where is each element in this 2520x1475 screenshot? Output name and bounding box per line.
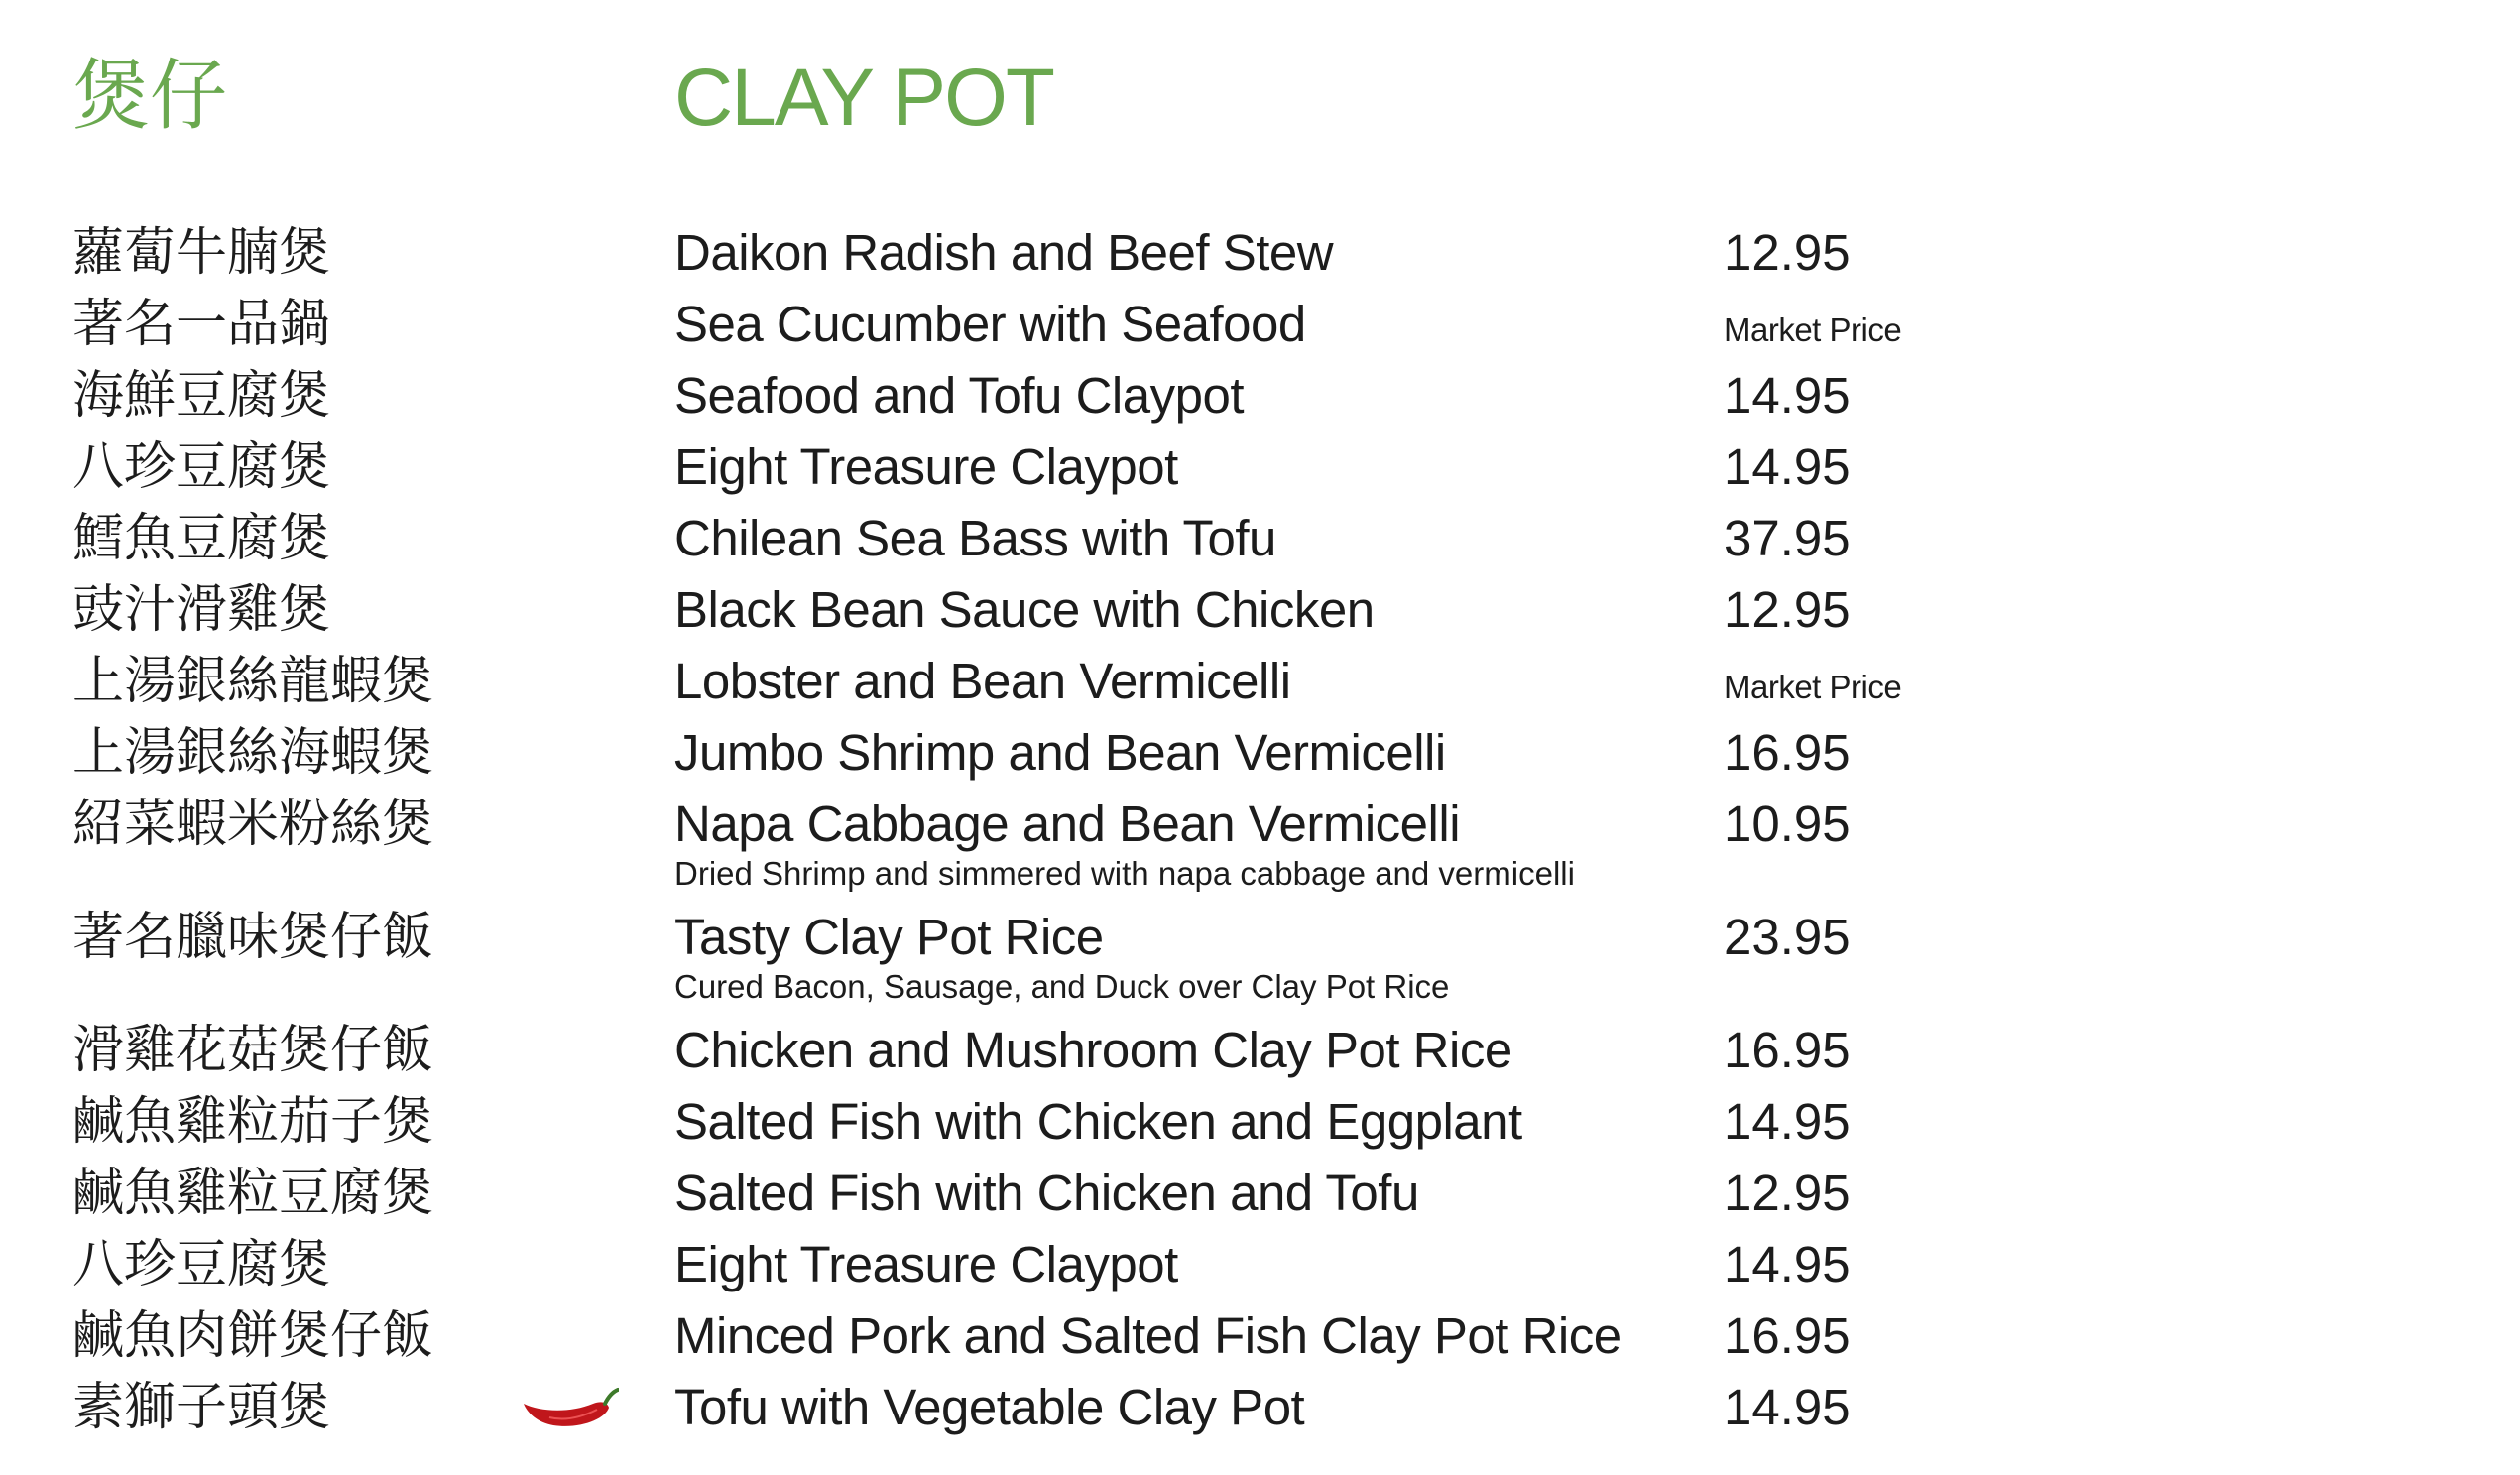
section-title-chinese: 煲仔 xyxy=(72,52,228,141)
menu-item-english-name: Salted Fish with Chicken and Tofu xyxy=(674,1165,1419,1221)
menu-item-price: 14.95 xyxy=(1724,1093,1851,1150)
menu-item-english-name: Napa Cabbage and Bean Vermicelli xyxy=(674,796,1461,852)
menu-item-chinese-name: 八珍豆腐煲 xyxy=(72,1235,331,1294)
menu-item-chinese-name: 滑雞花菇煲仔飯 xyxy=(72,1021,434,1080)
menu-item xyxy=(0,1229,2520,1300)
menu-item xyxy=(0,1086,2520,1158)
menu-item-chinese-name: 素獅子頭煲 xyxy=(72,1378,331,1437)
menu-item xyxy=(0,503,2520,574)
menu-item-english-name: Chicken and Mushroom Clay Pot Rice xyxy=(674,1022,1512,1078)
menu-item xyxy=(0,1015,2520,1086)
menu-item xyxy=(0,902,2520,973)
menu-item-chinese-name: 八珍豆腐煲 xyxy=(72,437,331,497)
menu-item-chinese-name: 鹹魚雞粒豆腐煲 xyxy=(72,1164,434,1223)
menu-item-chinese-name: 上湯銀絲海蝦煲 xyxy=(72,723,434,783)
menu-item-price: 10.95 xyxy=(1724,796,1851,852)
menu-item-price: Market Price xyxy=(1724,669,1902,705)
menu-item xyxy=(0,1372,2520,1443)
menu-item-price: 37.95 xyxy=(1724,510,1851,566)
menu-item-chinese-name: 紹菜蝦米粉絲煲 xyxy=(72,795,434,854)
menu-item-chinese-name: 豉汁滑雞煲 xyxy=(72,580,331,640)
menu-item-price: 14.95 xyxy=(1724,1379,1851,1435)
menu-item-english-name: Eight Treasure Claypot xyxy=(674,1236,1178,1292)
menu-item-chinese-name: 鹹魚雞粒茄子煲 xyxy=(72,1092,434,1152)
menu-item-english-name: Salted Fish with Chicken and Eggplant xyxy=(674,1093,1522,1150)
menu-item-chinese-name: 海鮮豆腐煲 xyxy=(72,366,331,426)
menu-item-english-name: Tofu with Vegetable Clay Pot xyxy=(674,1379,1305,1435)
menu-item-price: 16.95 xyxy=(1724,724,1851,781)
menu-item-price: 12.95 xyxy=(1724,224,1851,281)
chili-pepper-icon xyxy=(520,1382,619,1433)
menu-item xyxy=(0,289,2520,360)
menu-item-price: 14.95 xyxy=(1724,367,1851,424)
menu-item-english-name: Black Bean Sauce with Chicken xyxy=(674,581,1375,638)
menu-item-price: 16.95 xyxy=(1724,1307,1851,1364)
menu-item-english-name: Jumbo Shrimp and Bean Vermicelli xyxy=(674,724,1446,781)
menu-item xyxy=(0,1300,2520,1372)
menu-item-chinese-name: 鹹魚肉餅煲仔飯 xyxy=(72,1306,434,1366)
menu-item xyxy=(0,646,2520,717)
menu-item-price: Market Price xyxy=(1724,311,1902,348)
menu-item xyxy=(0,717,2520,789)
menu-item-description: Cured Bacon, Sausage, and Duck over Clay Pot Rice xyxy=(674,968,1450,1005)
menu-item-english-name: Daikon Radish and Beef Stew xyxy=(674,224,1334,281)
menu-item-chinese-name: 著名臘味煲仔飯 xyxy=(72,908,434,967)
menu-item-english-name: Tasty Clay Pot Rice xyxy=(674,909,1104,965)
menu-item-price: 12.95 xyxy=(1724,1165,1851,1221)
menu-item-price: 12.95 xyxy=(1724,581,1851,638)
menu-item-chinese-name: 鱈魚豆腐煲 xyxy=(72,509,331,568)
menu-item-chinese-name: 著名一品鍋 xyxy=(72,295,331,354)
menu-item xyxy=(0,431,2520,503)
menu-item-english-name: Minced Pork and Salted Fish Clay Pot Rice xyxy=(674,1307,1621,1364)
menu-item xyxy=(0,789,2520,860)
menu-item-chinese-name: 蘿蔔牛腩煲 xyxy=(72,223,331,283)
menu-item-english-name: Sea Cucumber with Seafood xyxy=(674,296,1306,352)
menu-item-chinese-name: 上湯銀絲龍蝦煲 xyxy=(72,652,434,711)
menu-item-price: 16.95 xyxy=(1724,1022,1851,1078)
section-title-english: CLAY POT xyxy=(674,53,1053,143)
menu-item-english-name: Chilean Sea Bass with Tofu xyxy=(674,510,1276,566)
menu-item-english-name: Eight Treasure Claypot xyxy=(674,438,1178,495)
menu-item-price: 14.95 xyxy=(1724,438,1851,495)
menu-item-price: 14.95 xyxy=(1724,1236,1851,1292)
menu-item-description: Dried Shrimp and simmered with napa cabbage and vermicelli xyxy=(674,855,1575,892)
menu-item xyxy=(0,360,2520,431)
menu-item-english-name: Lobster and Bean Vermicelli xyxy=(674,653,1291,709)
menu-item xyxy=(0,217,2520,289)
menu-item-english-name: Seafood and Tofu Claypot xyxy=(674,367,1245,424)
menu-item xyxy=(0,574,2520,646)
menu-item xyxy=(0,1158,2520,1229)
menu-item-price: 23.95 xyxy=(1724,909,1851,965)
